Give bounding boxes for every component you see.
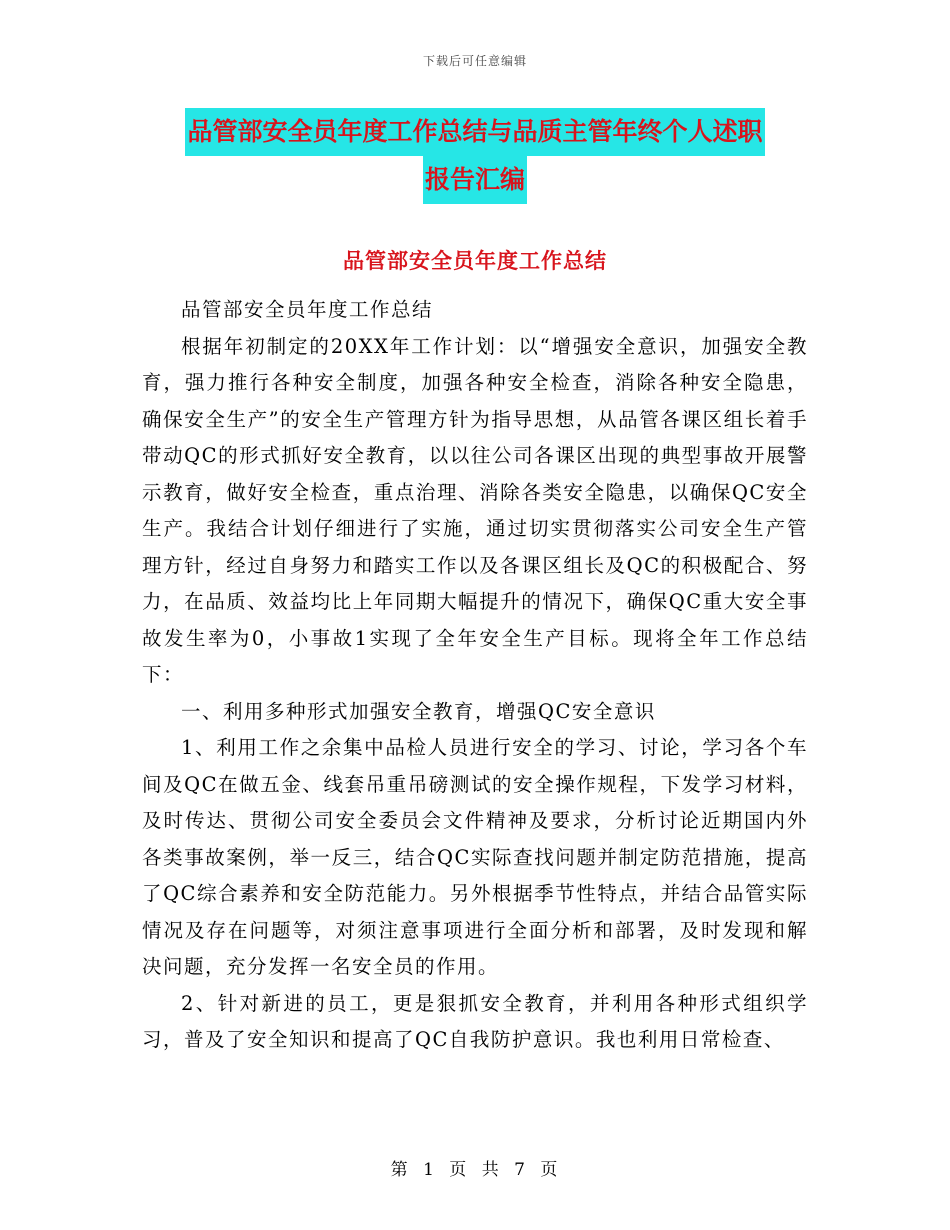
paragraph-intro: 根据年初制定的20XX年工作计划：以“增强安全意识，加强安全教育，强力推行各种安全制度，加强各种安全检查，消除各种安全隐患，确保安全生产”的安全生产管理方针为指导思想，从品管各课区组长着手带动QC的形式抓好安全教育，以以往公司各课区出现的典型事故开展警示教育，做好安全检查，重点治理、消除各类安全隐患，以确保QC安全生产。我结合计划仔细进行了实施，通过切实贯彻落实公司安全生产管理方针，经过自身努力和踏实工作以及各课区组长及QC的积极配合、努力，在品质、效益均比上年同期大幅提升的情况下，确保QC重大安全事故发生率为0，小事故1实现了全年安全生产目标。现将全年工作总结下： xyxy=(142,334,808,686)
document-title xyxy=(140,108,810,204)
document-title-line-1: 品管部安全员年度工作总结与品质主管年终个人述职 xyxy=(185,108,764,156)
paragraph-heading-1: 一、利用多种形式加强安全教育，增强QC安全意识 xyxy=(181,699,656,723)
page-header-note: 下载后可任意编辑 xyxy=(422,54,527,68)
paragraph-item-2: 2、针对新进的员工，更是狠抓安全教育，并利用各种形式组织学习，普及了安全知识和提高了QC自我防护意识。我也利用日常检查、 xyxy=(142,991,808,1051)
section-title: 品管部安全员年度工作总结 xyxy=(343,249,607,273)
paragraph-item-1: 1、利用工作之余集中品检人员进行安全的学习、讨论，学习各个车间及QC在做五金、线套吊重吊磅测试的安全操作规程，下发学习材料，及时传达、贯彻公司安全委员会文件精神及要求，分析讨论近期国内外各类事故案例，举一反三，结合QC实际查找问题并制定防范措施，提高了QC综合素养和安全防范能力。另外根据季节性特点，并结合品管实际情况及存在问题等，对须注意事项进行全面分析和部署，及时发现和解决问题，充分发挥一名安全员的作用。 xyxy=(142,736,808,978)
page-footer: 第 1 页 共 7 页 xyxy=(390,1160,560,1180)
paragraph-subtitle: 品管部安全员年度工作总结 xyxy=(181,298,434,321)
document-title-line-2: 报告汇编 xyxy=(423,156,527,204)
document-body xyxy=(142,292,808,1059)
